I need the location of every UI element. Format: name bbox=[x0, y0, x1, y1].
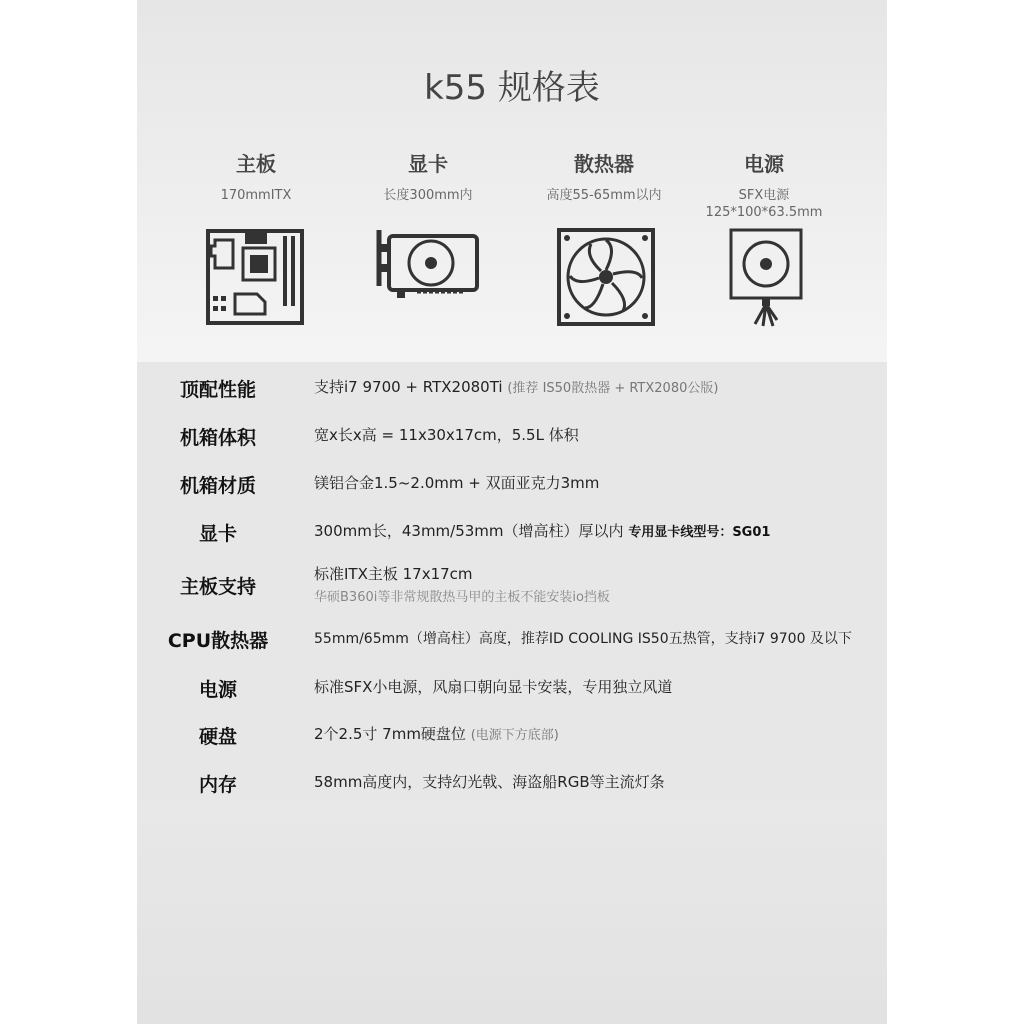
spec-note: (电源下方底部) bbox=[470, 728, 559, 743]
component-desc: 170mmITX bbox=[220, 188, 292, 203]
spec-value bbox=[314, 520, 770, 541]
spec-label: 主板支持 bbox=[179, 576, 256, 598]
spec-value bbox=[314, 376, 718, 397]
spec-value-text: 2个2.5寸 7mm硬盘位 bbox=[314, 725, 466, 743]
spec-label: 电源 bbox=[198, 679, 237, 701]
spec-label: 机箱材质 bbox=[179, 475, 256, 497]
spec-value-text: 标准ITX主板 17x17cm bbox=[314, 565, 473, 583]
component-name: 散热器 bbox=[574, 152, 634, 176]
spec-sheet-panel bbox=[137, 0, 887, 1024]
spec-value: 镁铝合金1.5~2.0mm + 双面亚克力3mm bbox=[314, 474, 600, 492]
spec-value: 55mm/65mm（增高柱）高度，推荐ID COOLING IS50五热管，支持i7 9700 及以下 bbox=[314, 631, 852, 647]
spec-label: 顶配性能 bbox=[179, 379, 256, 401]
spec-label: 机箱体积 bbox=[179, 427, 256, 449]
spec-note: (推荐 IS50散热器 + RTX2080公版) bbox=[507, 381, 719, 396]
motherboard-icon bbox=[205, 226, 305, 326]
spec-value bbox=[314, 723, 559, 744]
spec-label: 硬盘 bbox=[198, 726, 237, 748]
gpu-icon bbox=[375, 226, 481, 302]
spec-value: 标准SFX小电源，风扇口朝向显卡安装，专用独立风道 bbox=[314, 678, 673, 696]
page-title: k55 规格表 bbox=[424, 68, 600, 108]
component-gpu bbox=[343, 148, 513, 204]
component-desc-line1: SFX电源 bbox=[738, 188, 790, 203]
spec-subnote: 华硕B360i等非常规散热马甲的主板不能安装io挡板 bbox=[314, 590, 610, 605]
spec-value-text: 300mm长，43mm/53mm（增高柱）厚以内 bbox=[314, 522, 624, 540]
component-desc bbox=[679, 187, 849, 221]
fan-icon bbox=[557, 228, 655, 326]
component-desc-line2: 125*100*63.5mm bbox=[705, 205, 823, 220]
component-desc: 长度300mm内 bbox=[383, 188, 473, 203]
component-motherboard bbox=[171, 148, 341, 204]
spec-value: 宽x长x高 = 11x30x17cm，5.5L 体积 bbox=[314, 426, 579, 444]
spec-value: 58mm高度内，支持幻光戟、海盗船RGB等主流灯条 bbox=[314, 773, 665, 791]
spec-value bbox=[314, 563, 610, 605]
component-name: 主板 bbox=[236, 152, 276, 176]
spec-label: 显卡 bbox=[198, 523, 237, 545]
component-psu bbox=[679, 148, 849, 221]
spec-highlight: 专用显卡线型号：SG01 bbox=[628, 525, 771, 540]
spec-label: 内存 bbox=[198, 774, 237, 796]
component-name: 电源 bbox=[744, 152, 784, 176]
component-desc: 高度55-65mm以内 bbox=[546, 188, 662, 203]
component-name: 显卡 bbox=[408, 152, 448, 176]
component-cooler bbox=[519, 148, 689, 204]
spec-value-text: 支持i7 9700 + RTX2080Ti bbox=[314, 378, 503, 396]
psu-icon bbox=[729, 228, 805, 328]
spec-label: CPU散热器 bbox=[167, 630, 269, 652]
